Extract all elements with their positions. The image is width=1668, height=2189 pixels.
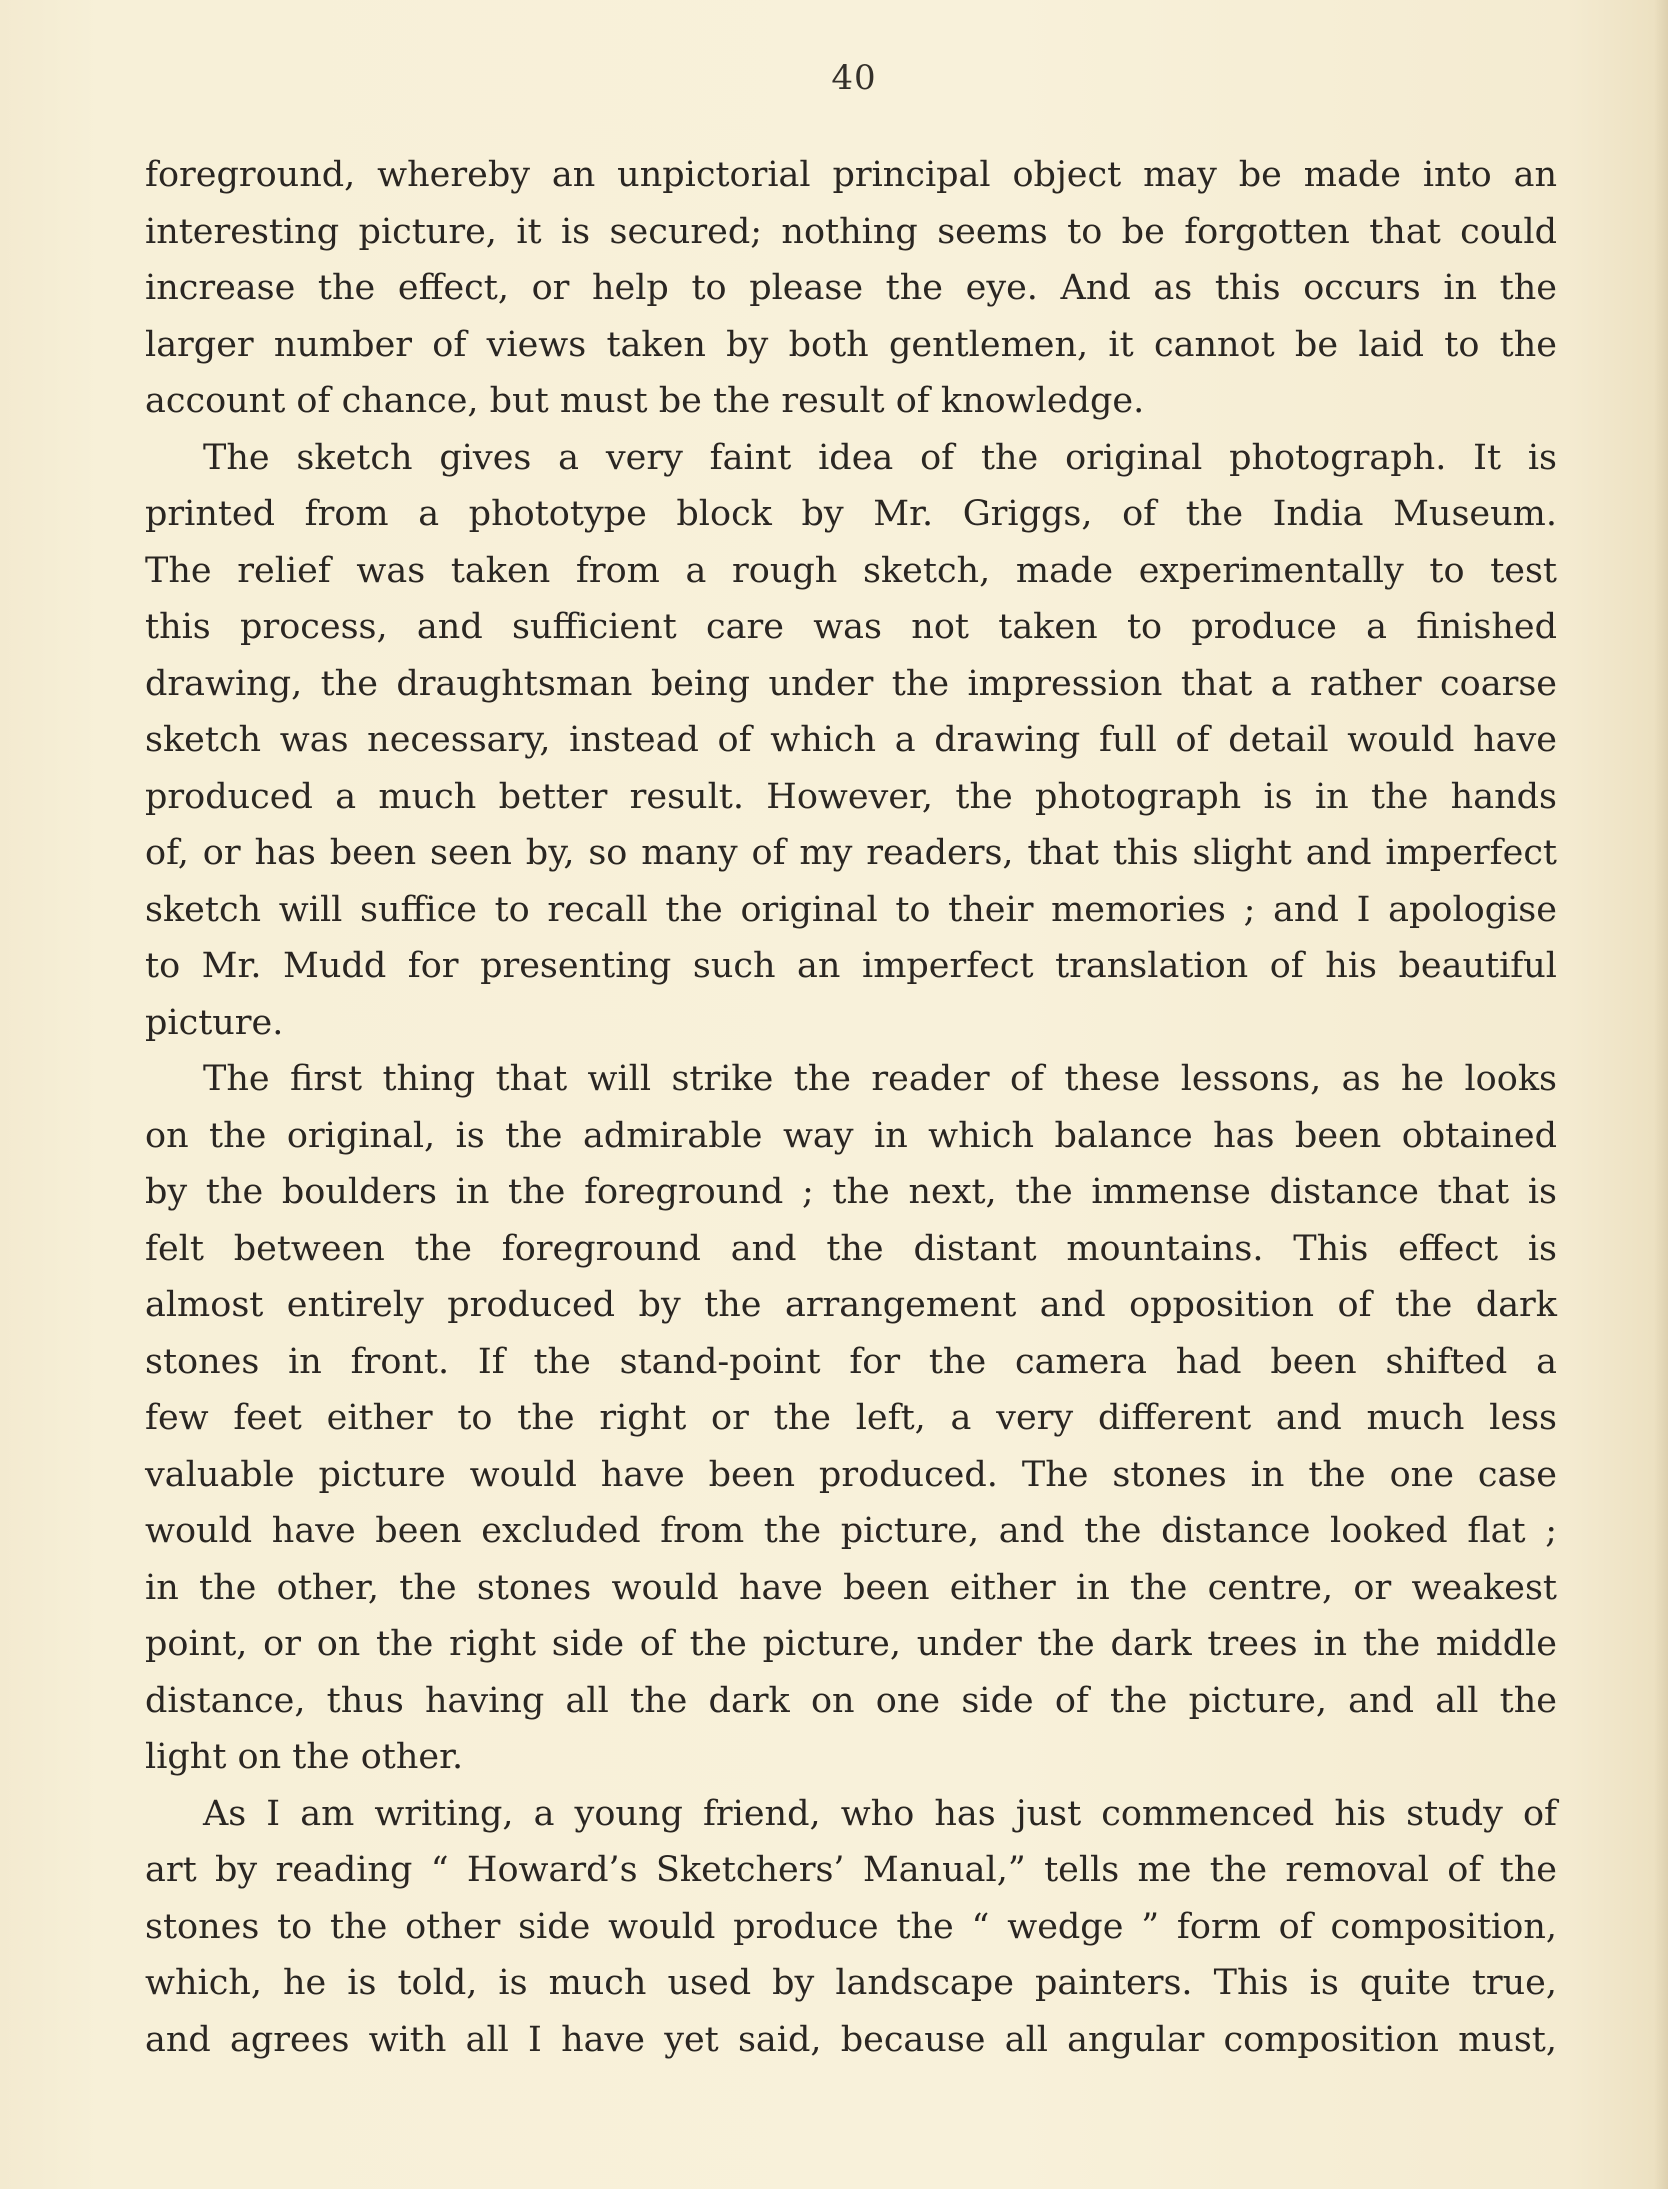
text-line: stones in front. If the stand-point for the camera had been shifted a [145, 1341, 1557, 1382]
text-line: this process, and sufficient care was not taken to produce a finished [145, 607, 1557, 647]
text-line: drawing, the draughtsman being under the impression that a rather coarse [145, 663, 1557, 704]
text-line: and agrees with all I have yet said, because all angular composition must, [145, 2019, 1557, 2060]
text-line: sketch was necessary, instead of which a drawing full of detail would have [145, 720, 1557, 760]
text-line: few feet either to the right or the left, a very different and much less [145, 1398, 1557, 1438]
text-line: foreground, whereby an unpictorial principal object may be made into an [145, 155, 1557, 195]
paragraph-start-line: As I am writing, a young friend, who has just commenced his study of [203, 1793, 1557, 1834]
text-line: felt between the foreground and the distant mountains. This effect is [145, 1228, 1557, 1269]
page-edge-shadow [1654, 0, 1668, 2189]
text-line: distance, thus having all the dark on one side of the picture, and all the [145, 1680, 1557, 1721]
text-line: point, or on the right side of the picture, under the dark trees in the middle [145, 1624, 1557, 1664]
text-line: light on the other. [145, 1737, 464, 1777]
text-line: to Mr. Mudd for presenting such an imperfect translation of his beautiful [145, 946, 1557, 986]
text-line: larger number of views taken by both gentlemen, it cannot be laid to the [145, 324, 1557, 365]
paragraph-start-line: The sketch gives a very faint idea of the original photograph. It is [203, 437, 1557, 478]
text-line: produced a much better result. However, the photograph is in the hands [145, 776, 1557, 817]
text-line: account of chance, but must be the result of knowledge. [145, 381, 1145, 421]
text-line: valuable picture would have been produced. The stones in the one case [145, 1454, 1557, 1495]
body-text [145, 147, 1557, 2068]
text-line: by the boulders in the foreground ; the next, the immense distance that is [145, 1172, 1557, 1212]
text-line: in the other, the stones would have been either in the centre, or weakest [145, 1567, 1557, 1608]
text-line: on the original, is the admirable way in which balance has been obtained [145, 1115, 1557, 1156]
text-line: printed from a phototype block by Mr. Griggs, of the India Museum. [145, 494, 1557, 534]
page-number: 40 [831, 58, 877, 98]
text-line: stones to the other side would produce the “ wedge ” form of composition, [145, 1906, 1557, 1947]
text-line: picture. [145, 1002, 284, 1043]
paragraph-start-line: The first thing that will strike the reader of these lessons, as he looks [203, 1059, 1557, 1099]
text-line: art by reading “ Howard’s Sketchers’ Manual,” tells me the removal of the [145, 1850, 1557, 1890]
text-line: which, he is told, is much used by landscape painters. This is quite true, [145, 1963, 1557, 2003]
text-line: interesting picture, it is secured; nothing seems to be forgotten that could [145, 211, 1557, 252]
text-line: of, or has been seen by, so many of my readers, that this slight and imperfect [145, 833, 1557, 873]
text-line: would have been excluded from the picture, and the distance looked flat ; [145, 1511, 1557, 1551]
text-line: almost entirely produced by the arrangement and opposition of the dark [145, 1285, 1557, 1325]
text-line: sketch will suffice to recall the original to their memories ; and I apologise [145, 889, 1557, 930]
text-line: increase the effect, or help to please the eye. And as this occurs in the [145, 268, 1557, 308]
text-line: The relief was taken from a rough sketch, made experimentally to test [145, 550, 1557, 591]
